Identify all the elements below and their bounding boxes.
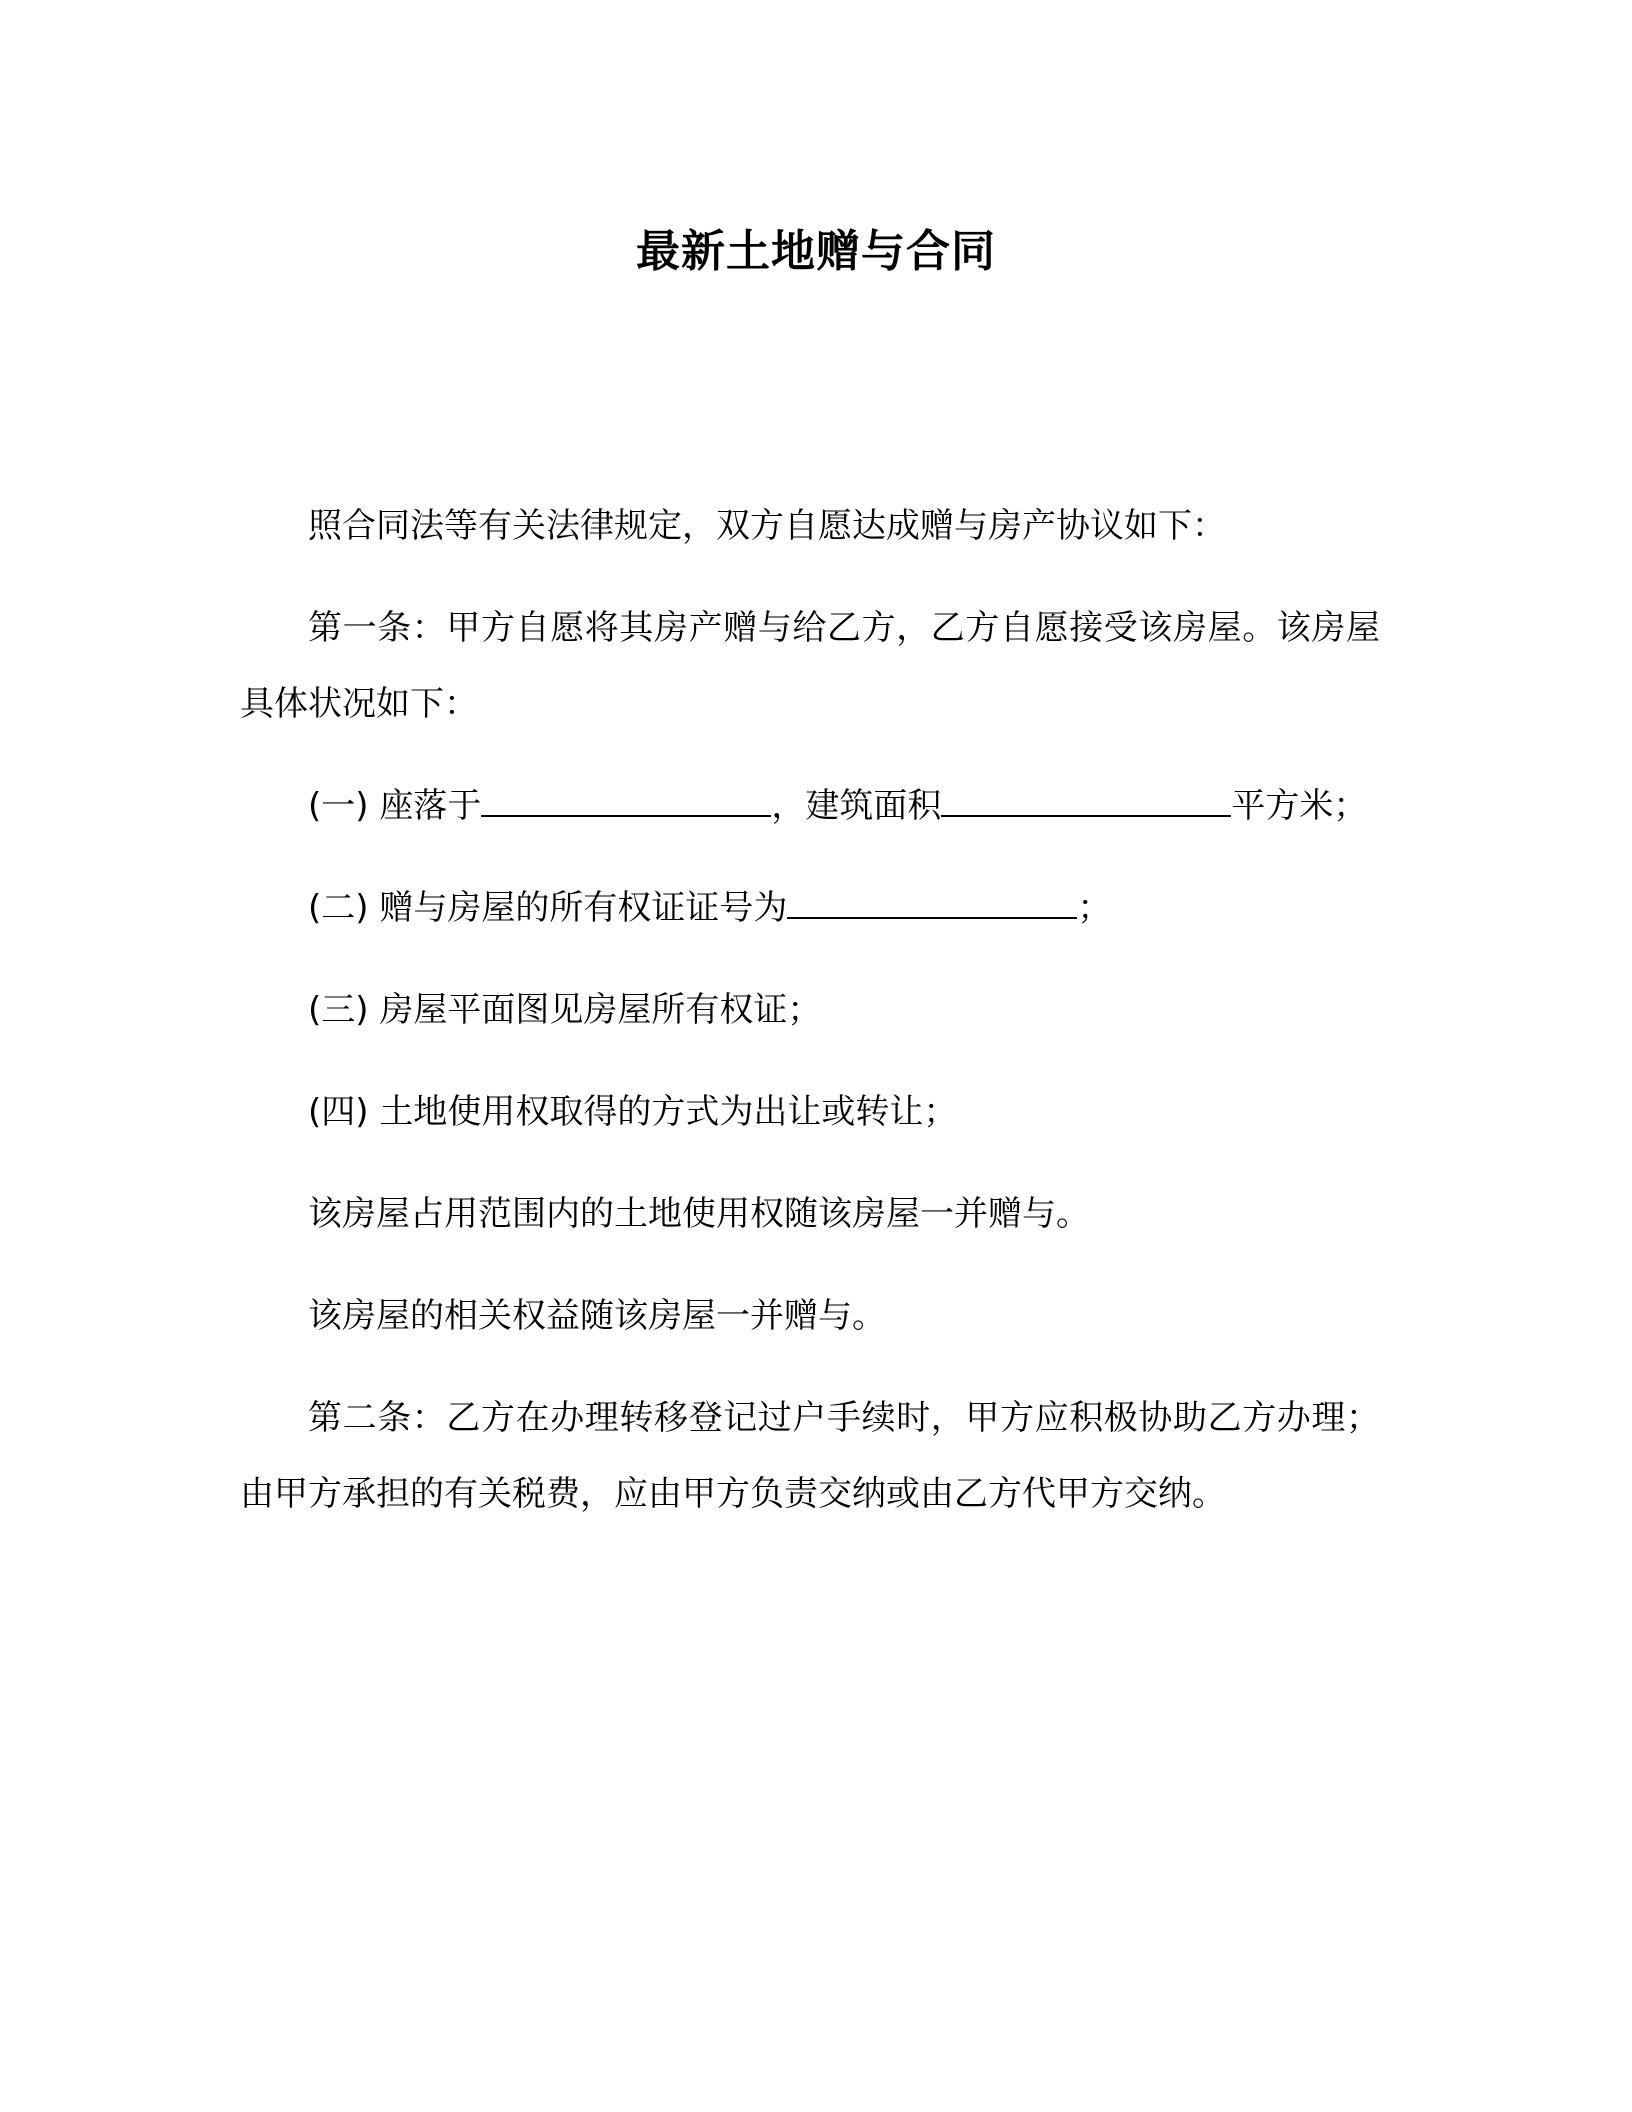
item-1-prefix: (一) 座落于 [308, 786, 482, 826]
item-2-prefix: (二) 赠与房屋的所有权证证号为 [308, 888, 788, 928]
item-4-paragraph: (四) 土地使用权取得的方式为出让或转让； [308, 1092, 958, 1132]
land-clause-paragraph: 该房屋占用范围内的土地使用权随该房屋一并赠与。 [308, 1194, 1090, 1234]
item-2-suffix: ； [1077, 888, 1112, 928]
location-blank [481, 785, 771, 817]
item-1-middle: ，建筑面积 [771, 786, 942, 826]
area-blank [941, 785, 1231, 817]
certificate-number-blank [787, 887, 1077, 919]
article-2-paragraph: 第二条：乙方在办理转移登记过户手续时，甲方应积极协助乙方办理；由甲方承担的有关税费，应由甲方负责交纳或由乙方代甲方交纳。 [240, 1398, 1380, 1514]
document-body [240, 488, 1380, 1558]
item-1-suffix: 平方米； [1231, 786, 1368, 826]
intro-paragraph: 照合同法等有关法律规定，双方自愿达成赠与房产协议如下： [308, 506, 1226, 546]
document-title: 最新土地赠与合同 [636, 226, 996, 277]
article-1-paragraph: 第一条：甲方自愿将其房产赠与给乙方，乙方自愿接受该房屋。该房屋具体状况如下： [240, 608, 1380, 724]
item-1-paragraph [240, 768, 1380, 844]
item-2-paragraph [240, 870, 1380, 946]
rights-clause-paragraph: 该房屋的相关权益随该房屋一并赠与。 [308, 1296, 886, 1336]
item-3-paragraph: (三) 房屋平面图见房屋所有权证； [308, 990, 822, 1030]
